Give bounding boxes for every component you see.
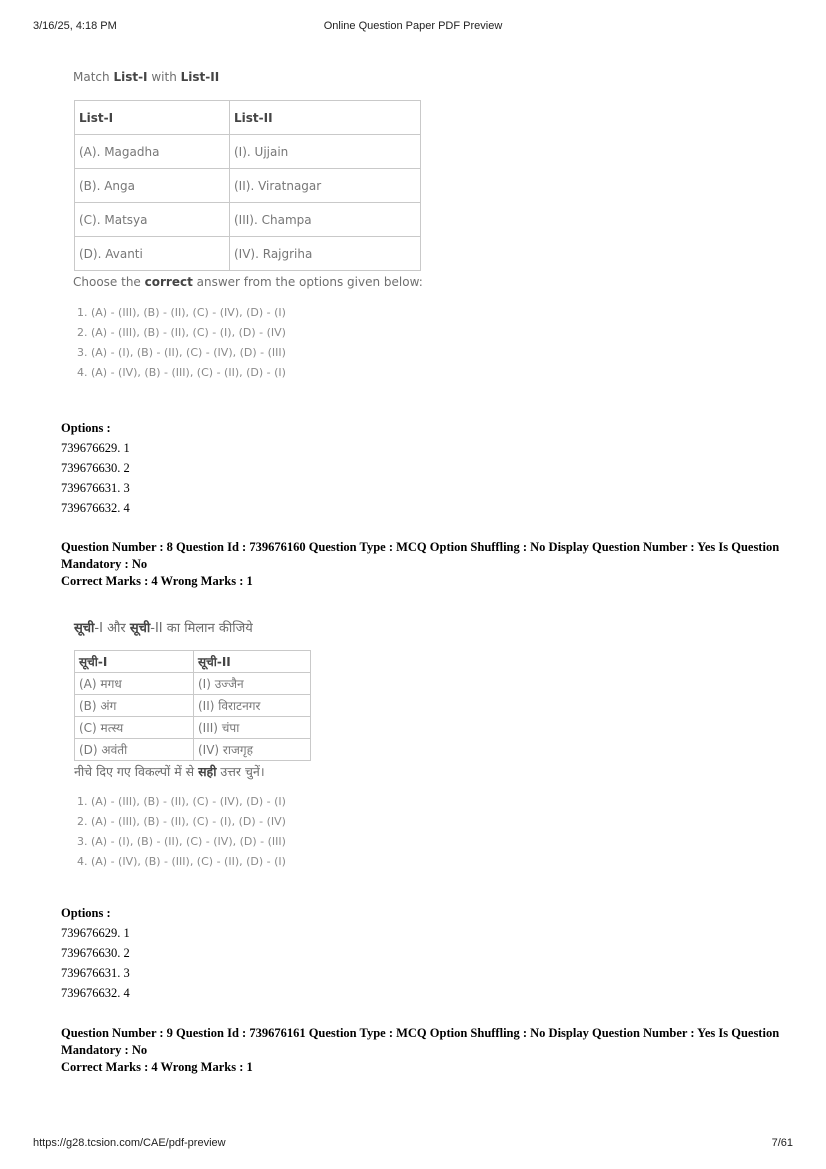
table-cell: (I) उज्जैन: [194, 673, 311, 695]
option-item: 739676631. 3: [61, 481, 130, 495]
option-item: 739676629. 1: [61, 441, 130, 455]
table-cell: (C). Matsya: [75, 203, 230, 237]
table-header-cell: List-I: [75, 101, 230, 135]
table-cell: (B) अंग: [75, 695, 194, 717]
answer-choice: 1. (A) - (III), (B) - (II), (C) - (IV), (D) - (I): [77, 306, 286, 319]
stem-bold-list2: List-II: [180, 70, 220, 84]
table-cell: (D). Avanti: [75, 237, 230, 271]
question-7-image: [62, 66, 462, 383]
print-datetime: 3/16/25, 4:18 PM: [33, 20, 117, 32]
table-cell: (A). Magadha: [75, 135, 230, 169]
question-8-stem: सूची-I और सूची-II का मिलान कीजिये: [74, 621, 253, 636]
stem-text: Match: [73, 70, 114, 84]
answer-choices: [77, 303, 462, 383]
table-cell: (IV) राजगृह: [194, 739, 311, 761]
answer-choices: [77, 792, 462, 872]
table-cell: (I). Ujjain: [230, 135, 421, 169]
option-item: 739676630. 2: [61, 461, 130, 475]
table-header-cell: सूची-II: [194, 651, 311, 673]
match-table: [74, 650, 311, 761]
table-cell: (A) मगध: [75, 673, 194, 695]
answer-choice: 4. (A) - (IV), (B) - (III), (C) - (II), (D) - (I): [77, 855, 286, 868]
table-row: [75, 673, 311, 695]
options-block-2: [61, 903, 130, 1003]
question-meta-line: Question Number : 9 Question Id : 739676161 Question Type : MCQ Option Shuffling : No Display Question Number : Yes Is Question Mandatory : No: [61, 1026, 780, 1057]
page-url: https://g28.tcsion.com/CAE/pdf-preview: [33, 1137, 226, 1149]
answer-choice: 2. (A) - (III), (B) - (II), (C) - (I), (D) - (IV): [77, 815, 286, 828]
page-title: Online Question Paper PDF Preview: [323, 20, 503, 32]
question-8-meta: [61, 539, 781, 590]
question-meta-line: Question Number : 8 Question Id : 739676160 Question Type : MCQ Option Shuffling : No Display Question Number : Yes Is Question Mandatory : No: [61, 540, 780, 571]
table-row: [75, 135, 421, 169]
option-item: 739676632. 4: [61, 986, 130, 1000]
table-row: [75, 717, 311, 739]
table-row: [75, 739, 311, 761]
choose-instruction: Choose the correct answer from the options given below:: [73, 275, 423, 289]
table-row: [75, 169, 421, 203]
answer-choice: 4. (A) - (IV), (B) - (III), (C) - (II), (D) - (I): [77, 366, 286, 379]
table-cell: (III). Champa: [230, 203, 421, 237]
stem-text: with: [147, 70, 181, 84]
table-cell: (II). Viratnagar: [230, 169, 421, 203]
options-label: Options :: [61, 906, 111, 920]
answer-choice: 2. (A) - (III), (B) - (II), (C) - (I), (D) - (IV): [77, 326, 286, 339]
table-cell: (C) मत्स्य: [75, 717, 194, 739]
options-label: Options :: [61, 421, 111, 435]
option-item: 739676631. 3: [61, 966, 130, 980]
table-header-row: [75, 651, 311, 673]
table-header-cell: List-II: [230, 101, 421, 135]
option-item: 739676629. 1: [61, 926, 130, 940]
table-cell: (D) अवंती: [75, 739, 194, 761]
table-row: [75, 203, 421, 237]
table-header-cell: सूची-I: [75, 651, 194, 673]
answer-choice: 3. (A) - (I), (B) - (II), (C) - (IV), (D) - (III): [77, 835, 286, 848]
match-table: [74, 100, 421, 271]
options-block-1: [61, 418, 130, 518]
table-cell: (IV). Rajgriha: [230, 237, 421, 271]
choose-instruction: नीचे दिए गए विकल्पों में से सही उत्तर चुनें।: [74, 764, 265, 779]
table-row: [75, 695, 311, 717]
table-cell: (B). Anga: [75, 169, 230, 203]
option-item: 739676630. 2: [61, 946, 130, 960]
answer-choice: 1. (A) - (III), (B) - (II), (C) - (IV), (D) - (I): [77, 795, 286, 808]
question-8-image: [62, 618, 462, 872]
marks-line: Correct Marks : 4 Wrong Marks : 1: [61, 574, 253, 588]
answer-choice: 3. (A) - (I), (B) - (II), (C) - (IV), (D) - (III): [77, 346, 286, 359]
marks-line: Correct Marks : 4 Wrong Marks : 1: [61, 1060, 253, 1074]
question-9-meta: [61, 1025, 781, 1076]
table-row: [75, 237, 421, 271]
table-header-row: [75, 101, 421, 135]
question-7-stem: [73, 66, 462, 88]
page-number: 7/61: [771, 1137, 793, 1149]
table-cell: (III) चंपा: [194, 717, 311, 739]
stem-bold-list1: List-I: [113, 70, 148, 84]
table-cell: (II) विराटनगर: [194, 695, 311, 717]
option-item: 739676632. 4: [61, 501, 130, 515]
